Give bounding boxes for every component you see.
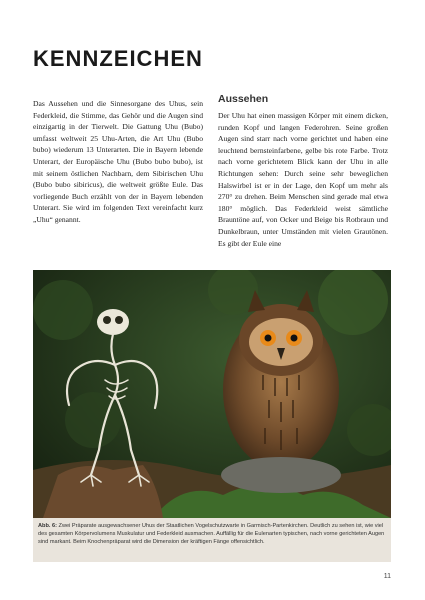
page-number: 11 bbox=[383, 573, 391, 580]
caption-label: Abb. 6: bbox=[38, 523, 57, 529]
page-title: KENNZEICHEN bbox=[33, 46, 203, 71]
intro-paragraph: Das Aussehen und die Sinnesorgane des Uhus, sein Federkleid, die Stimme, das Gehör und die Augen sind einzigartig in der Tierwelt. Die Gattung Uhu (Bubo) umfasst weltweit 25 Uhu-Arten, die Art Uhu (Bubo bubo) wiederum 13 Unterarten. Die in Bayern lebende Unterart, der Europäische Uhu (Bubo bubo bubo), ist mit seinem östlichen Nachbarn, dem Sibirischen Uhu (Bubo bubo sibiricus), die weltweit größte Eule. Das vorliegende Buch erzählt von der in Bayern lebenden Unterart. Sie wird im folgenden Text vereinfacht kurz „Uhu“ genannt. bbox=[33, 99, 203, 224]
aussehen-paragraph: Der Uhu hat einen massigen Körper mit einem dicken, runden Kopf und langen Federohren. Seine großen Augen sind starr nach vorne gerichtet und haben eine leuchtend bernsteinfarbene, gelbe bis rote Farbe. Trotz nach vorne gerichtetem Blick kann der Uhu in alle Richtungen sehen: Durch seine sehr beweglichen Halswirbel ist er in der Lage, den Kopf um mehr als 270° zu drehen. Beim Menschen sind gerade mal etwa 180° möglich. Das Federkleid weist sämtliche Brauntöne auf, von Ocker und Beige bis Rotbraun und Dunkelbraun, unter Umständen mit vielen Grautönen. Es gibt der Eule eine bbox=[218, 111, 388, 248]
section-heading-aussehen: Aussehen bbox=[218, 93, 269, 105]
owl-photo bbox=[33, 270, 391, 518]
rock bbox=[221, 457, 341, 493]
photo-caption bbox=[33, 518, 391, 562]
caption-text: Zwei Präparate ausgewachsener Uhus der Staatlichen Vogelschutzwarte in Garmisch-Partenkirchen. Deutlich zu sehen ist, wie viel des gesamten Körpervolumens Muskulatur und Federkleid ausmachen. Auffällig für die Eulenarten typischen, nach vorne gerichteten Augen sind markant. Beim Knochenpräparat wird die Dimension der kräftigen Fänge offensichtlich. bbox=[38, 523, 385, 545]
